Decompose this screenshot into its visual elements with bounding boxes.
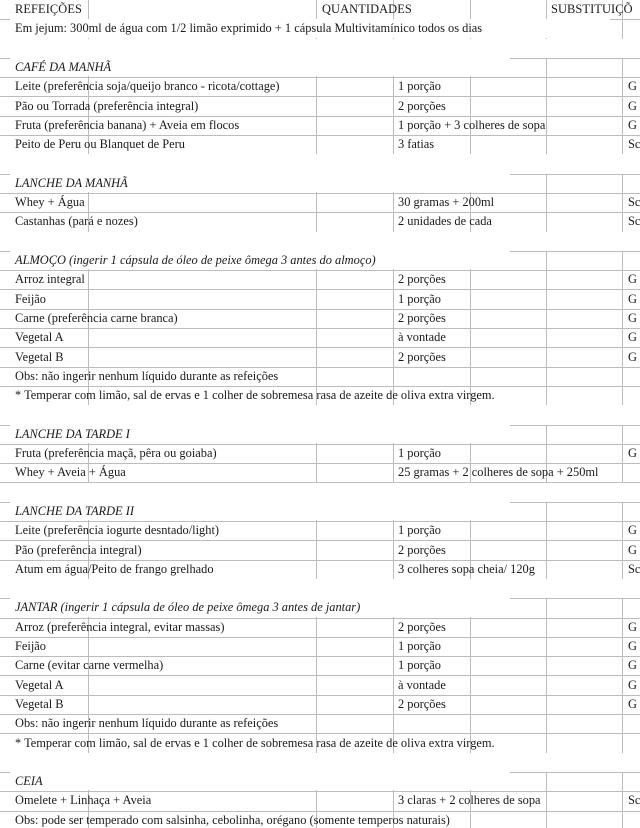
meal-item-row <box>0 560 640 580</box>
meal-item-row <box>0 212 640 232</box>
quantity-cell[interactable]: 2 porções <box>398 310 446 325</box>
meal-item-row <box>0 135 640 155</box>
quantity-cell[interactable]: 2 porções <box>398 272 446 287</box>
substitution-cell[interactable]: G <box>628 79 637 94</box>
quantity-cell[interactable]: 1 porção <box>398 291 442 306</box>
substitution-cell[interactable]: Sc <box>628 793 640 808</box>
note-cell[interactable]: * Temperar com limão, sal de ervas e 1 colher de sobremesa rasa de azeite de oliva extra virgem. <box>15 735 495 750</box>
note-cell[interactable]: Obs: não ingerir nenhum líquido durante as refeições <box>15 716 279 731</box>
meal-title[interactable]: LANCHE DA TARDE I <box>15 426 130 441</box>
food-cell[interactable]: Feijão <box>15 639 46 654</box>
note-cell[interactable]: Obs: pode ser temperado com salsinha, cebolinha, orégano (somente temperos naturais) <box>15 812 450 827</box>
meal-item-row <box>0 193 640 213</box>
quantity-cell[interactable]: 1 porção + 3 colheres de sopa <box>398 117 546 132</box>
quantity-cell[interactable]: 1 porção <box>398 658 442 673</box>
substitution-cell[interactable]: G <box>628 658 637 673</box>
meal-item-row <box>0 463 640 483</box>
substitution-cell[interactable]: G <box>628 639 637 654</box>
fasting-instruction[interactable]: Em jejum: 300ml de água com 1/2 limão exprimido + 1 cápsula Multivitamínico todos os dias <box>15 21 483 36</box>
meal-item-row <box>0 444 640 464</box>
food-cell[interactable]: Omelete + Linhaça + Aveia <box>15 793 152 808</box>
food-cell[interactable]: Fruta (preferência maçã, pêra ou goiaba) <box>15 446 217 461</box>
quantity-cell[interactable]: 2 porções <box>398 349 446 364</box>
meal-item-row <box>0 97 640 117</box>
blank-row <box>0 753 640 773</box>
note-row <box>0 386 640 406</box>
food-cell[interactable]: Vegetal B <box>15 696 64 711</box>
meal-title[interactable]: LANCHE DA TARDE II <box>15 503 134 518</box>
blank-row <box>0 232 640 252</box>
section-title-row <box>0 58 640 78</box>
meal-item-row <box>0 290 640 310</box>
meal-title[interactable]: ALMOÇO (ingerir 1 cápsula de óleo de peixe ômega 3 antes do almoço) <box>15 253 376 268</box>
quantity-cell[interactable]: 1 porção <box>398 523 442 538</box>
meal-item-row <box>0 270 640 290</box>
quantity-cell[interactable]: 1 porção <box>398 446 442 461</box>
food-cell[interactable]: Whey + Aveia + Água <box>15 465 126 480</box>
meal-title[interactable]: CEIA <box>15 774 43 789</box>
meal-item-row <box>0 791 640 811</box>
food-cell[interactable]: Pão ou Torrada (preferência integral) <box>15 98 199 113</box>
quantity-cell[interactable]: 25 gramas + 2 colheres de sopa + 250ml <box>398 465 599 480</box>
text-overflow-cover <box>10 772 510 790</box>
food-cell[interactable]: Leite (preferência soja/queijo branco - ricota/cottage) <box>15 79 280 94</box>
quantity-cell[interactable]: à vontade <box>398 677 446 692</box>
food-cell[interactable]: Atum em água/Peito de frango grelhado <box>15 561 214 576</box>
food-cell[interactable]: Fruta (preferência banana) + Aveia em flocos <box>15 117 240 132</box>
header-row <box>0 0 640 20</box>
substitution-cell[interactable]: Sc <box>628 195 640 210</box>
quantity-cell[interactable]: 2 unidades de cada <box>398 214 492 229</box>
note-row <box>0 811 640 828</box>
quantity-cell[interactable]: 1 porção <box>398 79 442 94</box>
substitution-cell[interactable]: Sc <box>628 137 640 152</box>
quantity-cell[interactable]: 2 porções <box>398 619 446 634</box>
quantity-cell[interactable]: 30 gramas + 200ml <box>398 195 495 210</box>
quantity-cell[interactable]: 1 porção <box>398 639 442 654</box>
substitution-cell[interactable]: G <box>628 98 637 113</box>
meal-item-row <box>0 116 640 136</box>
meal-item-row <box>0 540 640 560</box>
section-title-row <box>0 772 640 792</box>
quantity-cell[interactable]: 3 claras + 2 colheres de sopa <box>398 793 541 808</box>
column-header-substituicoes[interactable]: SUBSTITUIÇÕ <box>551 2 633 17</box>
substitution-cell[interactable]: G <box>628 677 637 692</box>
food-cell[interactable]: Carne (evitar carne vermelha) <box>15 658 164 673</box>
quantity-cell[interactable]: 2 porções <box>398 696 446 711</box>
substitution-cell[interactable]: G <box>628 446 637 461</box>
meal-item-row <box>0 521 640 541</box>
note-row <box>0 733 640 753</box>
food-cell[interactable]: Feijão <box>15 291 46 306</box>
food-cell[interactable]: Peito de Peru ou Blanquet de Peru <box>15 137 185 152</box>
quantity-cell[interactable]: 3 fatias <box>398 137 435 152</box>
substitution-cell[interactable]: Sc <box>628 561 640 576</box>
substitution-cell[interactable]: Sc <box>628 214 640 229</box>
meal-item-row <box>0 77 640 97</box>
substitution-cell[interactable]: G <box>628 696 637 711</box>
substitution-cell[interactable]: G <box>628 117 637 132</box>
blank-row <box>0 405 640 425</box>
blank-row <box>0 579 640 599</box>
substitution-cell[interactable]: G <box>628 619 637 634</box>
substitution-cell[interactable]: G <box>628 272 637 287</box>
section-title-row <box>0 598 640 618</box>
meal-item-row <box>0 347 640 367</box>
section-title-row <box>0 425 640 445</box>
food-cell[interactable]: Leite (preferência iogurte desntado/light) <box>15 523 220 538</box>
blank-row <box>0 154 640 174</box>
meal-item-row <box>0 309 640 329</box>
note-row <box>0 714 640 734</box>
meal-item-row <box>0 618 640 638</box>
note-row <box>0 367 640 387</box>
substitution-cell[interactable]: G <box>628 349 637 364</box>
note-cell[interactable]: Obs: não ingerir nenhum líquido durante as refeições <box>15 368 279 383</box>
quantity-cell[interactable]: 3 colheres sopa cheia/ 120g <box>398 561 535 576</box>
food-cell[interactable]: Whey + Água <box>15 195 85 210</box>
food-cell[interactable]: Castanhas (pará e nozes) <box>15 214 138 229</box>
food-cell[interactable]: Arroz (preferência integral, evitar massas) <box>15 619 225 634</box>
quantity-cell[interactable]: 2 porções <box>398 98 446 113</box>
column-header-quantidades[interactable]: QUANTIDADES <box>322 2 412 17</box>
substitution-cell[interactable]: G <box>628 330 637 345</box>
blank-row <box>0 39 640 59</box>
meal-item-row <box>0 328 640 348</box>
blank-row <box>0 483 640 503</box>
substitution-cell[interactable]: G <box>628 542 637 557</box>
food-cell[interactable]: Pão (preferência integral) <box>15 542 142 557</box>
column-header-refeicoes[interactable]: REFEIÇÕES <box>15 2 82 17</box>
meal-title[interactable]: CAFÉ DA MANHÃ <box>15 60 112 75</box>
section-title-row <box>0 502 640 522</box>
section-title-row <box>0 174 640 194</box>
quantity-cell[interactable]: à vontade <box>398 330 446 345</box>
food-cell[interactable]: Carne (preferência carne branca) <box>15 310 178 325</box>
quantity-cell[interactable]: 2 porções <box>398 542 446 557</box>
meal-title[interactable]: LANCHE DA MANHÃ <box>15 175 128 190</box>
food-cell[interactable]: Vegetal B <box>15 349 64 364</box>
meal-item-row <box>0 676 640 696</box>
food-cell[interactable]: Arroz integral <box>15 272 85 287</box>
meal-item-row <box>0 695 640 715</box>
substitution-cell[interactable]: G <box>628 291 637 306</box>
note-cell[interactable]: * Temperar com limão, sal de ervas e 1 colher de sobremesa rasa de azeite de oliva extra virgem. <box>15 388 495 403</box>
meal-title[interactable]: JANTAR (ingerir 1 cápsula de óleo de peixe ômega 3 antes de jantar) <box>15 600 361 615</box>
food-cell[interactable]: Vegetal A <box>15 677 64 692</box>
meal-item-row <box>0 656 640 676</box>
substitution-cell[interactable]: G <box>628 523 637 538</box>
food-cell[interactable]: Vegetal A <box>15 330 64 345</box>
section-title-row <box>0 251 640 271</box>
meal-item-row <box>0 637 640 657</box>
substitution-cell[interactable]: G <box>628 310 637 325</box>
intro-row <box>0 19 640 39</box>
